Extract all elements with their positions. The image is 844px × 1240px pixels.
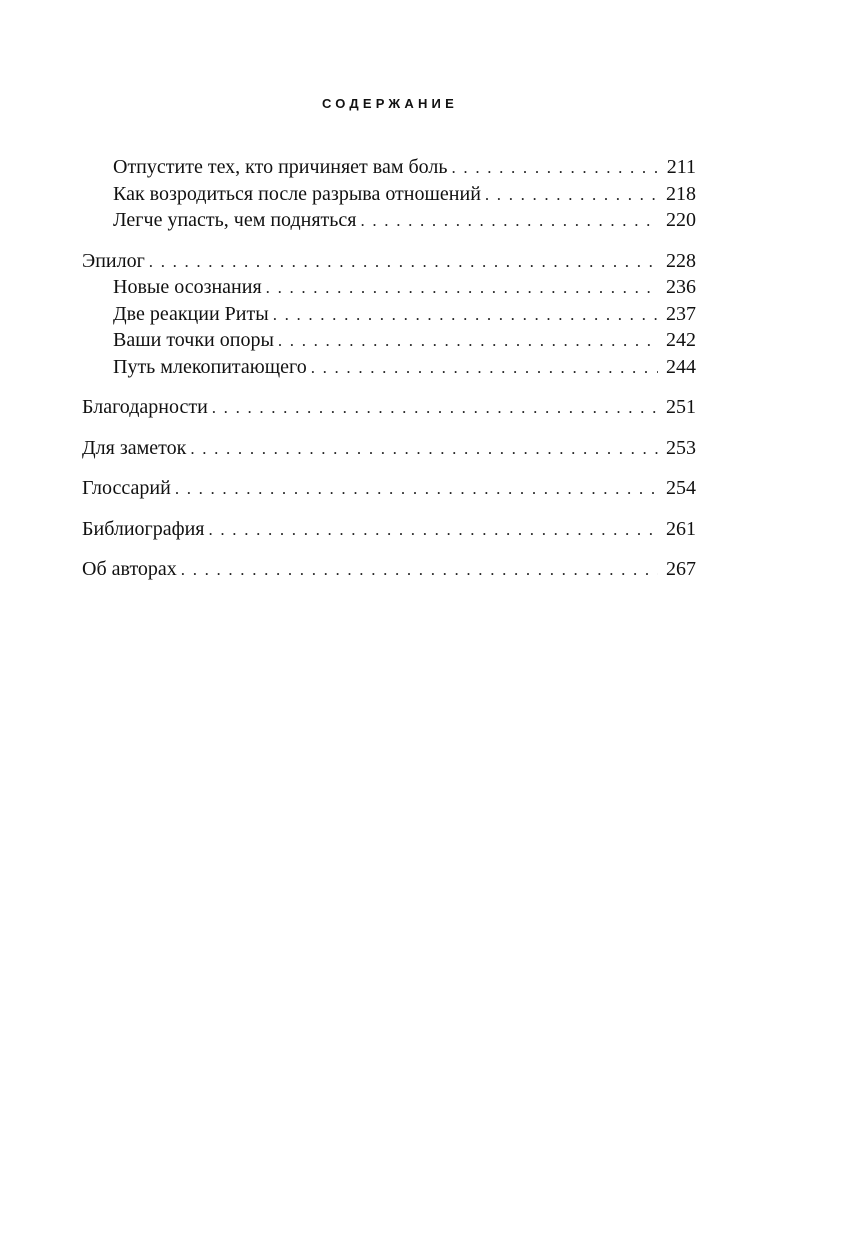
toc-entry-title: Для заметок [82, 436, 187, 459]
toc-entry-release-people-who-hurt[interactable] [82, 154, 696, 181]
toc-entry-page: 236 [666, 276, 696, 298]
toc-entry-page: 253 [666, 436, 696, 459]
dot-leader [205, 517, 659, 543]
toc-entry-page: 244 [666, 355, 696, 378]
toc-entry-title: Благодарности [82, 396, 208, 418]
toc-entry-new-realizations[interactable] [82, 274, 696, 301]
toc-entry-two-reactions-of-rita[interactable] [82, 301, 696, 328]
dot-leader [307, 355, 658, 381]
toc-entry-page: 220 [666, 209, 696, 231]
toc-entry-bibliography[interactable] [82, 516, 696, 543]
dot-leader [274, 328, 658, 354]
toc-entry-title: Легче упасть, чем подняться [113, 209, 357, 231]
dot-leader [177, 557, 658, 583]
toc-entry-title: Отпустите тех, кто причиняет вам боль [113, 156, 448, 178]
toc-entry-page: 261 [666, 517, 696, 540]
toc-entry-title: Библиография [82, 517, 205, 540]
toc-entry-page: 211 [666, 156, 696, 178]
toc-entry-title: Эпилог [82, 249, 145, 272]
toc-entry-page: 218 [666, 182, 696, 205]
toc-entry-title: Глоссарий [82, 477, 171, 499]
table-of-contents [82, 154, 696, 583]
dot-leader [269, 302, 658, 328]
toc-entry-your-support-points[interactable] [82, 327, 696, 354]
dot-leader [145, 249, 658, 275]
dot-leader [481, 182, 658, 208]
dot-leader [448, 155, 658, 181]
toc-entry-title: Как возродиться после разрыва отношений [113, 182, 481, 205]
toc-entry-page: 237 [666, 302, 696, 325]
toc-entry-acknowledgements[interactable] [82, 394, 696, 421]
toc-entry-notes[interactable] [82, 435, 696, 462]
toc-entry-easier-to-fall[interactable] [82, 207, 696, 234]
toc-entry-mammal-path[interactable] [82, 354, 696, 381]
toc-entry-title: Две реакции Риты [113, 302, 269, 325]
dot-leader [186, 436, 658, 462]
dot-leader [171, 476, 658, 502]
dot-leader [262, 275, 658, 301]
toc-entry-title: Новые осознания [113, 276, 262, 298]
toc-entry-title: Путь млекопитающего [113, 355, 307, 378]
toc-entry-revive-after-breakup[interactable] [82, 181, 696, 208]
toc-entry-glossary[interactable] [82, 475, 696, 502]
dot-leader [357, 208, 659, 234]
toc-entry-title: Ваши точки опоры [113, 329, 274, 351]
toc-heading: СОДЕРЖАНИЕ [322, 96, 458, 111]
toc-entry-title: Об авторах [82, 558, 177, 580]
dot-leader [208, 395, 658, 421]
toc-entry-page: 251 [666, 396, 696, 418]
toc-entry-page: 242 [666, 329, 696, 351]
toc-entry-about-authors[interactable] [82, 556, 696, 583]
toc-entry-page: 254 [666, 477, 696, 499]
toc-entry-page: 228 [666, 249, 696, 272]
toc-entry-epilogue[interactable] [82, 248, 696, 275]
toc-entry-page: 267 [666, 558, 696, 580]
